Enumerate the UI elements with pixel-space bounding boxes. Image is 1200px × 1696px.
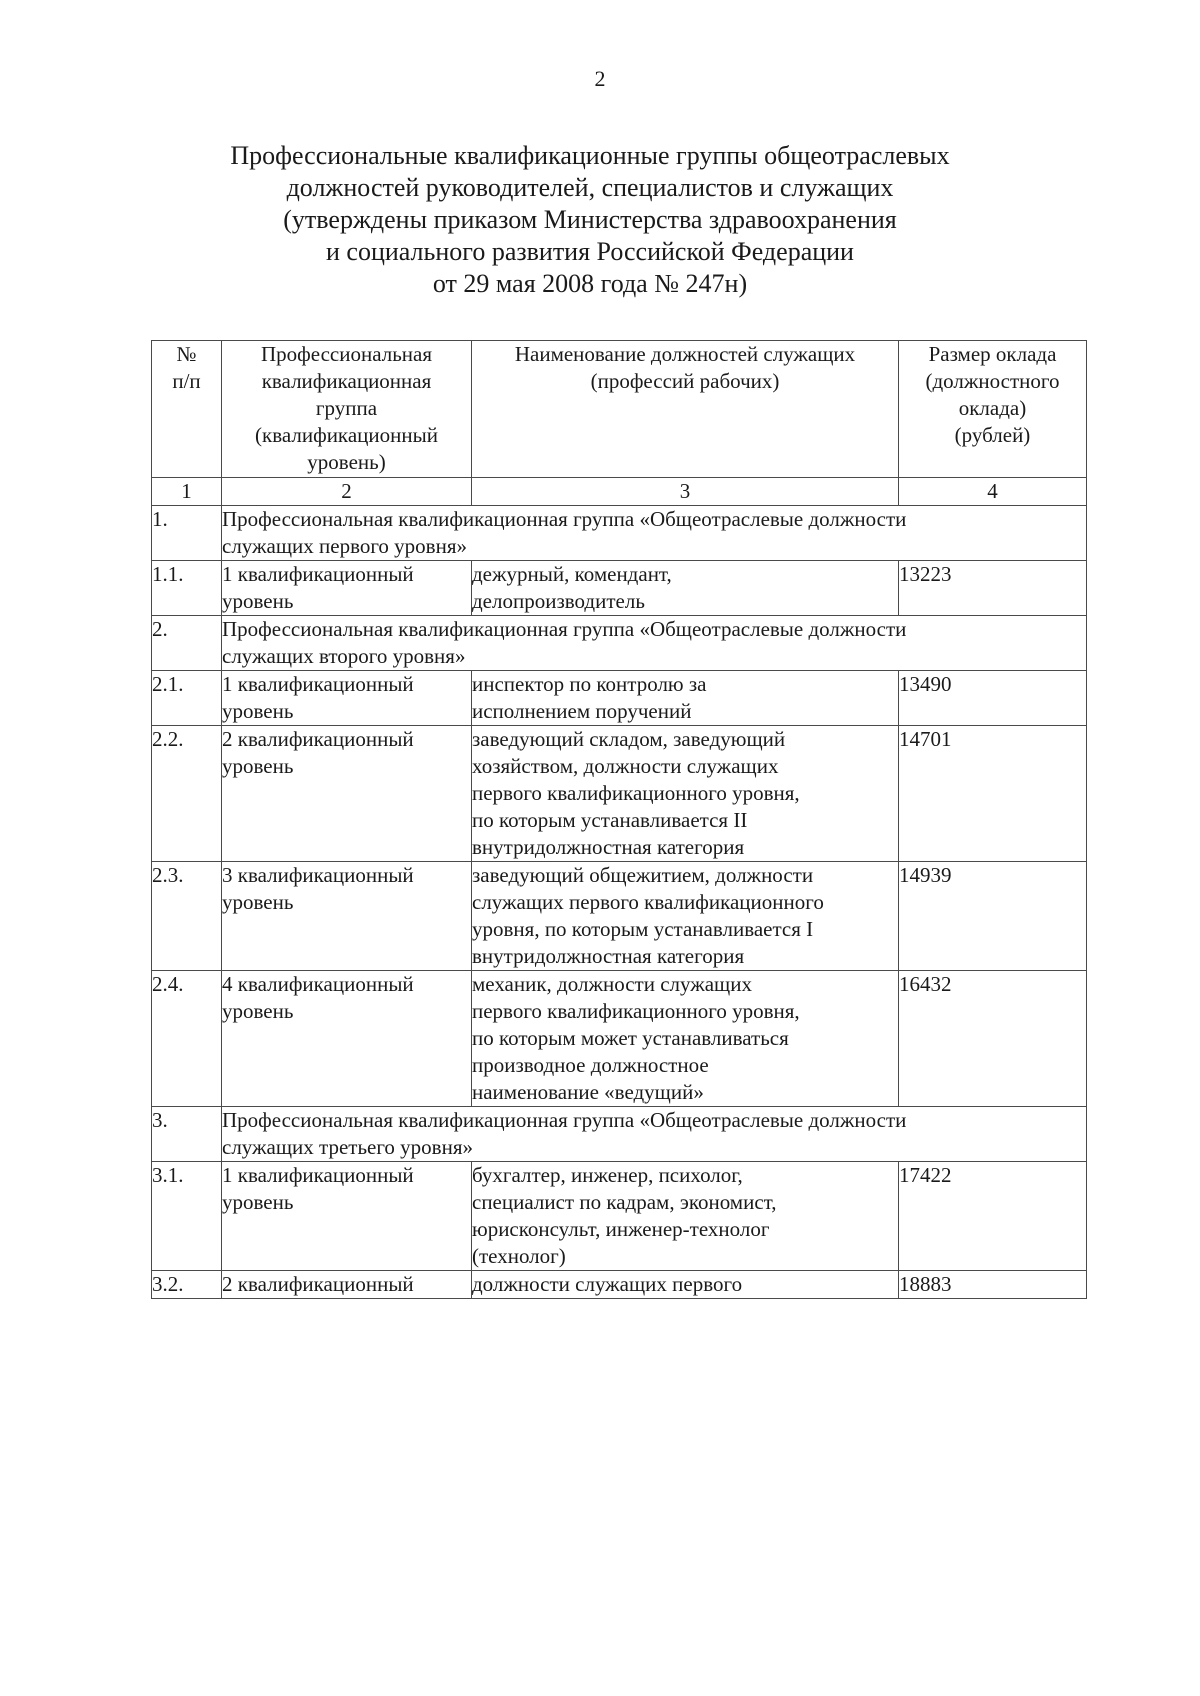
qualification-level: 2 квалификационный уровень <box>222 726 472 862</box>
group-number: 3. <box>152 1107 222 1162</box>
group-number: 1. <box>152 506 222 561</box>
qualification-level: 3 квалификационный уровень <box>222 862 472 971</box>
qualification-level: 1 квалификационный уровень <box>222 671 472 726</box>
table-row <box>152 726 1087 862</box>
row-number: 2.1. <box>152 671 222 726</box>
column-number: 2 <box>222 478 472 506</box>
salary-value: 14939 <box>899 862 1087 971</box>
table-row <box>152 1162 1087 1271</box>
salary-header: Размер оклада (должностного оклада) (рублей) <box>899 341 1087 478</box>
column-number: 1 <box>152 478 222 506</box>
position-names: заведующий общежитием, должности служащих первого квалификационного уровня, по которым устанавливается I внутридолжностная категория <box>472 862 899 971</box>
table-row <box>152 862 1087 971</box>
table-row <box>152 971 1087 1107</box>
salary-value: 13223 <box>899 561 1087 616</box>
title-line: и социального развития Российской Федерации <box>326 237 854 266</box>
group-number: 2. <box>152 616 222 671</box>
qualification-group-header: Профессиональная квалификационная группа (квалификационный уровень) <box>222 341 472 478</box>
row-number: 1.1. <box>152 561 222 616</box>
salary-value: 17422 <box>899 1162 1087 1271</box>
qualification-level: 1 квалификационный уровень <box>222 1162 472 1271</box>
qualification-level: 2 квалификационный <box>222 1271 472 1299</box>
number-header: № п/п <box>152 341 222 478</box>
salary-value: 18883 <box>899 1271 1087 1299</box>
salary-value: 13490 <box>899 671 1087 726</box>
position-names: дежурный, комендант, делопроизводитель <box>472 561 899 616</box>
title-line: должностей руководителей, специалистов и служащих <box>286 173 894 202</box>
qualification-level: 4 квалификационный уровень <box>222 971 472 1107</box>
salary-table-body <box>152 341 1087 1299</box>
table-row <box>152 671 1087 726</box>
column-number: 4 <box>899 478 1087 506</box>
position-names: инспектор по контролю за исполнением поручений <box>472 671 899 726</box>
group-row <box>152 616 1087 671</box>
title-line: от 29 мая 2008 года № 247н) <box>432 269 748 298</box>
table-row <box>152 1271 1087 1299</box>
title-line: (утверждены приказом Министерства здравоохранения <box>283 205 897 234</box>
row-number: 3.1. <box>152 1162 222 1271</box>
row-number: 2.3. <box>152 862 222 971</box>
salary-value: 16432 <box>899 971 1087 1107</box>
position-names: механик, должности служащих первого квалификационного уровня, по которым может устанавливаться производное должностное наименование «ведущий» <box>472 971 899 1107</box>
page-number: 2 <box>594 66 606 91</box>
group-title: Профессиональная квалификационная группа «Общеотраслевые должности служащих первого уровня» <box>222 506 1087 561</box>
position-names-header: Наименование должностей служащих (профессий рабочих) <box>472 341 899 478</box>
table-row <box>152 561 1087 616</box>
row-number: 2.2. <box>152 726 222 862</box>
position-names: бухгалтер, инженер, психолог, специалист по кадрам, экономист, юрисконсульт, инженер-технолог (технолог) <box>472 1162 899 1271</box>
salary-value: 14701 <box>899 726 1087 862</box>
group-title: Профессиональная квалификационная группа «Общеотраслевые должности служащих второго уровня» <box>222 616 1087 671</box>
position-names: должности служащих первого <box>472 1271 899 1299</box>
group-title: Профессиональная квалификационная группа «Общеотраслевые должности служащих третьего уровня» <box>222 1107 1087 1162</box>
column-number: 3 <box>472 478 899 506</box>
row-number: 3.2. <box>152 1271 222 1299</box>
group-row <box>152 1107 1087 1162</box>
group-row <box>152 506 1087 561</box>
column-number-row <box>152 478 1087 506</box>
document-title <box>150 140 1030 300</box>
table-header-row <box>152 341 1087 478</box>
title-line: Профессиональные квалификационные группы общеотраслевых <box>230 141 950 170</box>
position-names: заведующий складом, заведующий хозяйством, должности служащих первого квалификационного уровня, по которым устанавливается II внутридолжностная категория <box>472 726 899 862</box>
qualification-level: 1 квалификационный уровень <box>222 561 472 616</box>
row-number: 2.4. <box>152 971 222 1107</box>
salary-table <box>151 340 1087 1299</box>
